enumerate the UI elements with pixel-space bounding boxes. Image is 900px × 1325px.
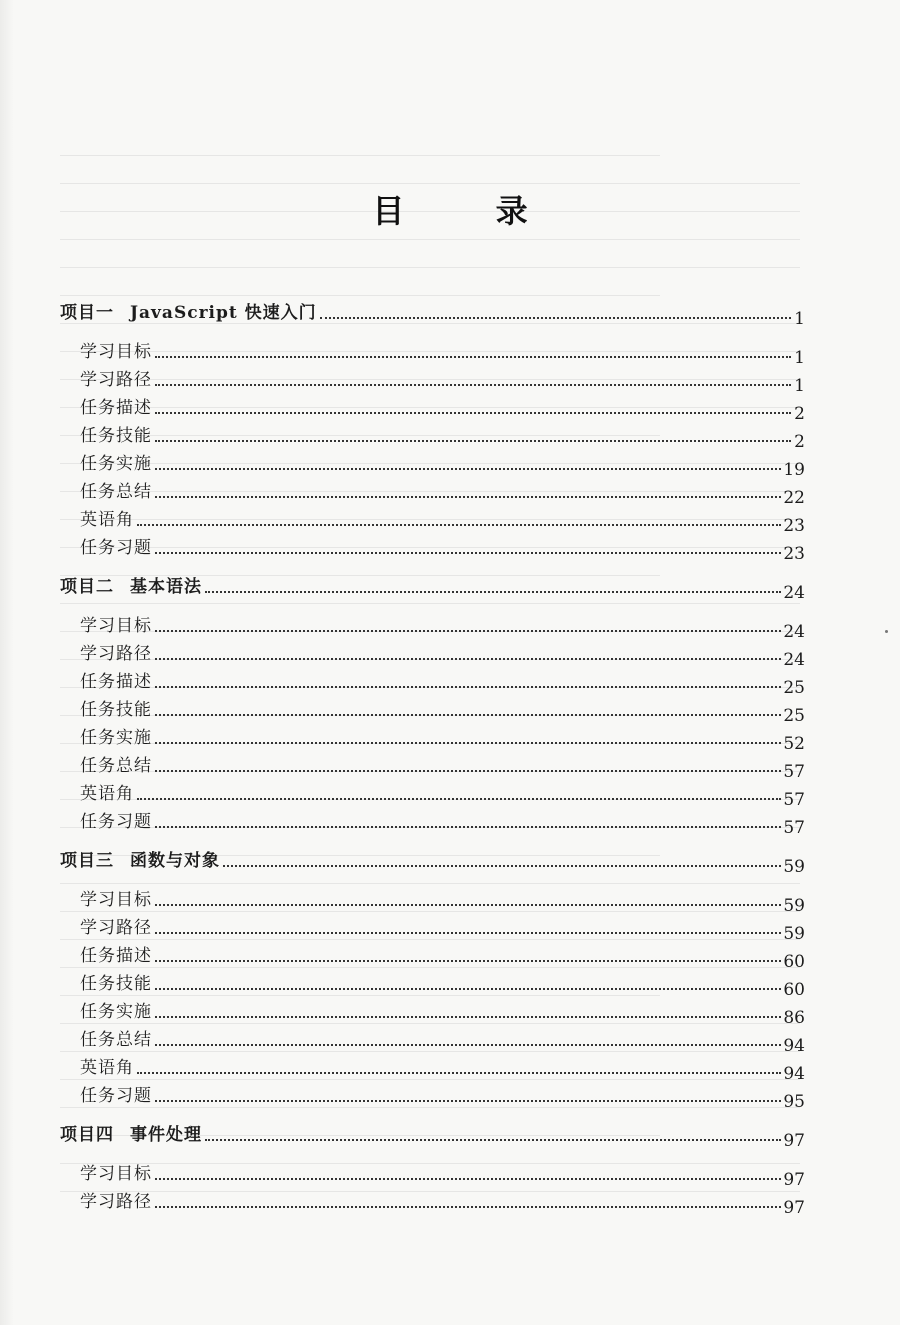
dot-leader (155, 412, 791, 414)
section-label: 学习目标 (80, 342, 152, 362)
chapter-number: 项目四 (60, 1125, 114, 1145)
section-label: 学习路径 (80, 1192, 152, 1212)
section-label: 英语角 (80, 1058, 134, 1078)
toc-chapter-entry (60, 296, 805, 329)
dot-leader (155, 440, 791, 442)
toc-section-entry (60, 1157, 805, 1190)
scan-speck (885, 630, 888, 633)
dot-leader (155, 552, 781, 554)
toc-section-entry (60, 609, 805, 642)
toc-section-entry (60, 1051, 805, 1084)
section-label: 任务技能 (80, 974, 152, 994)
section-label: 任务实施 (80, 728, 152, 748)
section-label: 任务技能 (80, 426, 152, 446)
toc-section-entry (60, 419, 805, 452)
dot-leader (155, 1016, 781, 1018)
toc-section-entry (60, 883, 805, 916)
dot-leader (155, 932, 781, 934)
section-page-number: 97 (783, 1198, 805, 1218)
section-label: 任务习题 (80, 538, 152, 558)
section-page-number: 59 (783, 896, 805, 916)
toc-section-entry (60, 391, 805, 424)
section-label: 学习目标 (80, 616, 152, 636)
dot-leader (155, 904, 781, 906)
chapter-title: 函数与对象 (130, 851, 220, 871)
dot-leader (155, 356, 791, 358)
toc-chapter-entry (60, 570, 805, 603)
section-page-number: 25 (783, 678, 805, 698)
section-label: 任务实施 (80, 454, 152, 474)
section-page-number: 2 (794, 404, 805, 424)
toc-section-entry (60, 749, 805, 782)
chapter-page-number: 24 (783, 583, 805, 603)
chapter-number: 项目一 (60, 303, 114, 323)
toc-section-entry (60, 967, 805, 1000)
dot-leader (137, 1072, 781, 1074)
section-label: 任务描述 (80, 398, 152, 418)
section-label: 英语角 (80, 784, 134, 804)
chapter-number: 项目三 (60, 851, 114, 871)
dot-leader (137, 524, 781, 526)
section-page-number: 60 (783, 980, 805, 1000)
dot-leader (155, 742, 781, 744)
dot-leader (155, 826, 781, 828)
section-page-number: 60 (783, 952, 805, 972)
section-label: 学习路径 (80, 918, 152, 938)
dot-leader (205, 591, 781, 593)
section-label: 任务描述 (80, 672, 152, 692)
section-page-number: 94 (783, 1036, 805, 1056)
chapter-page-number: 97 (783, 1131, 805, 1151)
table-of-contents (60, 296, 805, 1218)
section-label: 任务习题 (80, 1086, 152, 1106)
bleed-line (60, 183, 800, 184)
toc-section-entry (60, 503, 805, 536)
dot-leader (155, 770, 781, 772)
section-label: 任务总结 (80, 482, 152, 502)
section-label: 任务描述 (80, 946, 152, 966)
section-page-number: 24 (783, 622, 805, 642)
bleed-line (60, 239, 800, 240)
chapter-title: 基本语法 (130, 577, 202, 597)
section-page-number: 2 (794, 432, 805, 452)
chapter-label (60, 850, 220, 872)
dot-leader (223, 865, 781, 867)
dot-leader (155, 960, 781, 962)
section-label: 任务实施 (80, 1002, 152, 1022)
section-page-number: 1 (794, 348, 805, 368)
toc-chapter-entry (60, 1118, 805, 1151)
toc-section-entry (60, 939, 805, 972)
bleed-line (60, 267, 800, 268)
section-page-number: 52 (783, 734, 805, 754)
dot-leader (137, 798, 781, 800)
toc-section-entry (60, 805, 805, 838)
toc-section-entry (60, 777, 805, 810)
toc-section-entry (60, 637, 805, 670)
section-page-number: 25 (783, 706, 805, 726)
section-page-number: 22 (783, 488, 805, 508)
chapter-page-number: 1 (794, 309, 805, 329)
bleed-line (60, 155, 660, 156)
dot-leader (155, 988, 781, 990)
chapter-label (60, 576, 202, 598)
dot-leader (155, 714, 781, 716)
toc-section-entry (60, 665, 805, 698)
section-label: 学习目标 (80, 890, 152, 910)
chapter-title: JavaScript 快速入门 (130, 303, 317, 323)
toc-section-entry (60, 911, 805, 944)
section-page-number: 59 (783, 924, 805, 944)
toc-section-entry (60, 1079, 805, 1112)
section-page-number: 57 (783, 818, 805, 838)
page-title: 目 录 (372, 192, 568, 230)
section-page-number: 95 (783, 1092, 805, 1112)
section-label: 任务习题 (80, 812, 152, 832)
section-page-number: 1 (794, 376, 805, 396)
dot-leader (320, 317, 791, 319)
toc-section-entry (60, 447, 805, 480)
toc-section-entry (60, 475, 805, 508)
chapter-page-number: 59 (783, 857, 805, 877)
section-label: 学习目标 (80, 1164, 152, 1184)
toc-section-entry (60, 693, 805, 726)
toc-section-entry (60, 335, 805, 368)
section-label: 英语角 (80, 510, 134, 530)
dot-leader (155, 1100, 781, 1102)
section-page-number: 86 (783, 1008, 805, 1028)
toc-chapter-entry (60, 844, 805, 877)
section-page-number: 57 (783, 762, 805, 782)
toc-section-entry (60, 531, 805, 564)
section-page-number: 24 (783, 650, 805, 670)
toc-section-entry (60, 1185, 805, 1218)
section-label: 任务总结 (80, 1030, 152, 1050)
section-label: 学习路径 (80, 644, 152, 664)
section-label: 任务技能 (80, 700, 152, 720)
section-page-number: 23 (783, 544, 805, 564)
dot-leader (205, 1139, 781, 1141)
section-page-number: 94 (783, 1064, 805, 1084)
section-page-number: 97 (783, 1170, 805, 1190)
dot-leader (155, 468, 781, 470)
dot-leader (155, 384, 791, 386)
dot-leader (155, 1206, 781, 1208)
chapter-title: 事件处理 (130, 1125, 202, 1145)
dot-leader (155, 1178, 781, 1180)
section-page-number: 23 (783, 516, 805, 536)
toc-section-entry (60, 363, 805, 396)
section-label: 学习路径 (80, 370, 152, 390)
chapter-label (60, 1124, 202, 1146)
chapter-number: 项目二 (60, 577, 114, 597)
dot-leader (155, 630, 781, 632)
toc-section-entry (60, 995, 805, 1028)
dot-leader (155, 1044, 781, 1046)
section-page-number: 57 (783, 790, 805, 810)
section-label: 任务总结 (80, 756, 152, 776)
dot-leader (155, 496, 781, 498)
section-page-number: 19 (783, 460, 805, 480)
dot-leader (155, 686, 781, 688)
toc-section-entry (60, 1023, 805, 1056)
dot-leader (155, 658, 781, 660)
toc-section-entry (60, 721, 805, 754)
chapter-label (60, 302, 317, 324)
